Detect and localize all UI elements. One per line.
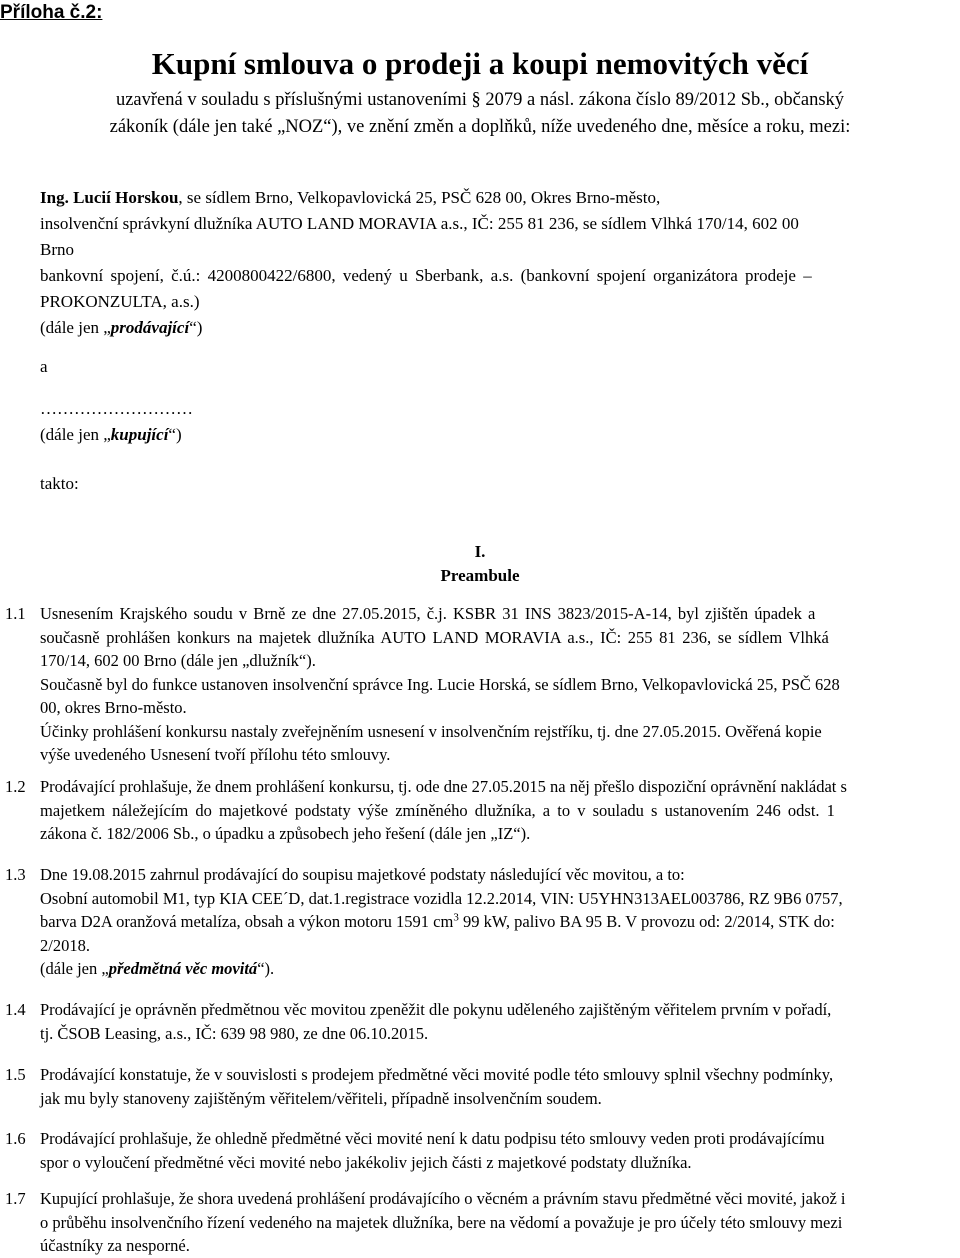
paragraph-number: 1.2 xyxy=(5,777,26,796)
seller-line-2: insolvenční správkyní dlužníka AUTO LAND MORAVIA a.s., IČ: 255 81 236, se sídlem Vlhká 170/14, 602 00 xyxy=(40,214,799,233)
section-number: I. xyxy=(474,542,486,561)
paragraph-line: jak mu byly stanoveny zajištěným věřitelem/věřiteli, případně insolvenčním soudem. xyxy=(40,1088,602,1108)
superscript: 3 xyxy=(453,911,459,924)
paragraph-line: Kupující prohlašuje, že shora uvedená prohlášení prodávajícího o věcném a právním stavu předmětné věci movité, jakož i xyxy=(40,1189,846,1208)
paragraph-line: Osobní automobil M1, typ KIA CEE´D, dat.1.registrace vozidla 12.2.2014, VIN: U5YHN313AEL003786, RZ 9B6 0757, xyxy=(40,888,843,908)
seller-line-4: bankovní spojení, č.ú.: 4200800422/6800, vedený u Sberbank, a.s. (bankovní spojení organizátora prodeje – xyxy=(40,266,812,285)
subtitle-line-1: uzavřená v souladu s příslušnými ustanoveními § 2079 a násl. zákona číslo 89/2012 Sb., občanský xyxy=(115,90,845,110)
seller-block xyxy=(40,185,920,341)
defined-term: předmětná věc movitá xyxy=(108,959,258,978)
paragraph-line: výše uvedeného Usnesení tvoří přílohu této smlouvy. xyxy=(40,745,391,764)
paragraph-number: 1.5 xyxy=(5,1065,26,1084)
paragraph-line: 00, okres Brno-město. xyxy=(40,698,187,717)
paragraph-line: účastníky za nesporné. xyxy=(40,1236,190,1255)
paragraph-line: (dále jen „předmětná věc movitá“). xyxy=(40,959,275,978)
document-title: Kupní smlouva o prodeji a koupi nemovitých věcí xyxy=(151,46,809,81)
seller-name: Ing. Lucií Horskou xyxy=(40,188,179,207)
paragraph-line: zákona č. 182/2006 Sb., o úpadku a způsobech jeho řešení (dále jen „IZ“). xyxy=(40,824,531,843)
paragraph-line: tj. ČSOB Leasing, a.s., IČ: 639 98 980, ze dne 06.10.2015. xyxy=(40,1023,429,1043)
buyer-block xyxy=(40,396,193,448)
paragraph-number: 1.1 xyxy=(5,604,26,623)
paragraph-line: barva D2A oranžová metalíza, obsah a výkon motoru 1591 $cm^3$ 99 kW, palivo BA 95 B. V provozu od: 2/2014, STK do: xyxy=(40,911,835,931)
subtitle-line-2: zákoník (dále jen také „NOZ“), ve znění změn a doplňků, níže uvedeného dne, měsíce a roku, mezi: xyxy=(109,117,851,137)
buyer-alias: (dále jen „kupující“) xyxy=(40,425,182,444)
buyer-alias-term: kupující xyxy=(110,425,169,444)
paragraph-line: Účinky prohlášení konkursu nastaly zveřejněním usnesení v insolvenčním rejstříku, tj. dne 27.05.2015. Ověřená kopie xyxy=(40,721,822,741)
takto-label: takto: xyxy=(40,474,79,493)
paragraph-line: Usnesením Krajského soudu v Brně ze dne 27.05.2015, č.j. KSBR 31 INS 3823/2015-A-14, byl zjištěn úpadek a xyxy=(40,604,816,623)
paragraph-line: 170/14, 602 00 Brno (dále jen „dlužník“). xyxy=(40,651,316,670)
paragraph-number: 1.6 xyxy=(5,1129,26,1148)
seller-line-5: PROKONZULTA, a.s.) xyxy=(40,292,200,311)
section-title: Preambule xyxy=(440,566,520,585)
paragraph-number: 1.3 xyxy=(5,865,26,884)
paragraph-line: Dne 19.08.2015 zahrnul prodávající do soupisu majetkové podstaty následující věc movitou, a to: xyxy=(40,865,685,884)
section-heading xyxy=(0,540,960,588)
paragraph-line: 2/2018. xyxy=(40,935,90,955)
paragraph-line: majetkem náležejícím do majetkové podstaty výše zmíněného dlužníka, a to v souladu s ustanovením 246 odst. 1 xyxy=(40,800,835,820)
buyer-placeholder: ……………………… xyxy=(40,399,193,418)
paragraph-line: Prodávající je oprávněn předmětnou věc movitou zpeněžit dle pokynu uděleného zajištěným věřitelem prvním v pořadí, xyxy=(40,1000,832,1019)
paragraph-line: Současně byl do funkce ustanoven insolvenční správce Ing. Lucie Horská, se sídlem Brno, Velkopavlovická 25, PSČ 628 xyxy=(40,674,840,694)
document-subtitle xyxy=(0,87,960,141)
paragraph-line: Prodávající konstatuje, že v souvislosti s prodejem předmětné věci movité podle této smlouvy splnil všechny podmínky, xyxy=(40,1065,834,1084)
paragraph-line: spor o vyloučení předmětné věci movité nebo jakékoliv jejich části z majetkové podstaty dlužníka. xyxy=(40,1152,692,1172)
paragraph-line: Prodávající prohlašuje, že dnem prohlášení konkursu, tj. ode dne 27.05.2015 na něj přešlo dispoziční oprávnění nakládat s xyxy=(40,777,847,796)
seller-alias-term: prodávající xyxy=(110,318,190,337)
paragraph-line: současně prohlášen konkurs na majetek dlužníka AUTO LAND MORAVIA a.s., IČ: 255 81 236, se sídlem Vlhká xyxy=(40,627,829,647)
annex-label: Příloha č.2: xyxy=(0,2,103,23)
paragraph-line: Prodávající prohlašuje, že ohledně předmětné věci movité není k datu podpisu této smlouvy veden proti prodávajícímu xyxy=(40,1129,825,1148)
seller-line-3: Brno xyxy=(40,240,74,259)
seller-line-1: Ing. Lucií Horskou, se sídlem Brno, Velkopavlovická 25, PSČ 628 00, Okres Brno-město, xyxy=(40,188,661,207)
connector-a: a xyxy=(40,357,48,376)
paragraph-line: o průběhu insolvenčního řízení vedeného na majetek dlužníka, bere na vědomí a považuje je pro účely této smlouvy mezi xyxy=(40,1212,843,1232)
paragraph-number: 1.7 xyxy=(5,1189,26,1208)
paragraph-number: 1.4 xyxy=(5,1000,26,1019)
seller-alias: (dále jen „prodávající“) xyxy=(40,318,203,337)
